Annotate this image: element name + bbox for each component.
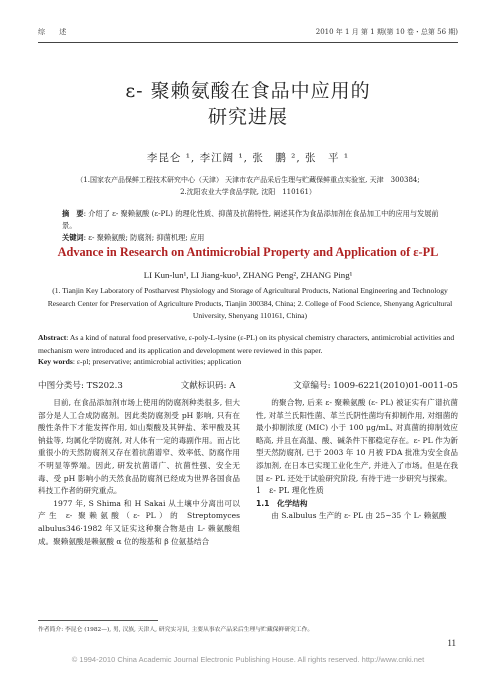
affiliation-english: (1. Tianjin Key Laboratory of Postharvest Physiology and Storage of Agricultural Products, National Engineering and Technology Research Center for Preservation of Agriculture Products, Tianjin 300384, China; 2. College of Food Science, Shenyang Agricultural University, Shenyang 110161, China) [47,286,453,320]
body-paragraph: 的聚合物, 后来 ε- 聚赖氨酸 (ε- PL) 被证实有广谱抗菌性, 对革兰氏阳性菌、革兰氏阴性菌均有抑制作用, 对细菌的最小抑制浓度 (MIC) 小于 100 μg/mL, 对真菌的抑制效应略高, 并且在高温、酸、碱条件下都稳定存在。ε- PL 作为新型天然防腐剂, 已于 2003 年 10 月被 FDA 批准为安全食品添加剂, 在日本已实现工业化生产, 并进入了市场。但是在我国 ε- PL 还处于试验研究阶段, 有待于进一步研究与探索。 [256,398,458,483]
authors-english: LI Kun-lun¹, LI Jiang-kuo¹, ZHANG Peng², ZHANG Ping¹ [143,270,353,280]
abstract-text-en: : As a kind of natural food preservative, ε-poly-L-lysine (ε-PL) on its physical chemistry characters, antimicrobial activities and mechanism were introduced and its application and development were reviewed in this paper. [38,333,455,355]
body-paragraph: 目前, 在食品添加剂市场上使用的防腐剂种类很多, 但大部分是人工合成防腐剂。因此类防腐剂受 pH 影响, 只有在酸性条件下才能发挥作用, 如山梨酸及其钾盐、苯甲酸及其钠盐等, 均属化学防腐剂, 对人体有一定的毒副作用。而占比重很小的天然防腐剂又存在着抗菌谱窄、效率低、防腐作用不明显等弊端。因此, 研发抗菌谱广、抗菌性强、安全无毒、受 pH 影响小的天然食品防腐剂已经成为世界各国食品科技工作者的研究重点。 [38,398,240,496]
abstract-label-en: Abstract [38,333,67,342]
keywords-label-zh: 关键词 [62,233,84,242]
abstract-english [38,332,458,357]
abstract-label-zh: 摘 要 [62,209,84,218]
keywords-text-en: : ε-pl; preservative; antimicrobial activities; application [72,357,242,366]
body-column-right [256,397,458,523]
abstract-text-zh: : 介绍了 ε- 聚赖氨酸 (ε-PL) 的理化性质、抑菌及抗菌特性, 阐述其作为食品添加剂在食品加工中的应用与发展前景。 [62,209,439,230]
title-english: Advance in Research on Antimicrobial Property and Application of ε-PL [57,245,439,259]
keywords-label-en: Key words [38,357,73,366]
clc-number: 中图分类号: TS202.3 [38,381,123,391]
affiliation-chinese: （1.国家农产品保鲜工程技术研究中心（天津） 天津市农产品采后生理与贮藏保鲜重点实验室, 天津 300384; 2.沈阳农业大学食品学院, 沈阳 110161） [76,176,420,196]
body-paragraph: 1977 年, S Shima 和 H Sakai 从土壤中分离出可以产生 ε- 聚赖氨酸（ε- PL）的 Streptomyces albulus346·1982 年又证实这种聚合物是由 L- 赖氨酸组成。聚赖氨酸是赖氨酸 α 位的羧基和 β 位氨基结合 [38,498,240,546]
page-number: 11 [447,638,456,648]
article-number: 文章编号: 1009-6221(2010)01-0011-05 [293,381,458,391]
document-code: 文献标识码: A [180,381,236,391]
abstract-chinese [62,208,440,244]
body-paragraph: 由 S.albulus 生产的 ε- PL 由 25~35 个 L- 赖氨酸 [271,511,447,521]
subsection-heading: 1.1 化学结构 [256,498,308,508]
header-rule [38,42,458,43]
keywords-text-zh: : ε- 聚赖氨酸; 防腐剂; 抑菌机理; 应用 [83,233,205,242]
classification-row [38,379,458,391]
author-footnote: 作者简介: 李昆仑 (1982—), 男, 汉族, 天津人, 研究实习员, 主要从事农产品采后生理与贮藏保鲜研究工作。 [38,627,314,633]
running-header-issue: 2010 年 1 月 第 1 期(第 10 卷・总第 56 期) [315,28,458,36]
keywords-english [38,357,458,366]
body-column-left [38,397,240,548]
running-header-section: 综 述 [38,28,73,36]
footnote-rule [38,620,158,621]
section-heading: 1 ε- PL 理化性质 [256,486,324,496]
title-chinese: ε- 聚赖氨酸在食品中应用的 研究进展 [125,80,371,128]
copyright-watermark: © 1994-2010 China Academic Journal Electronic Publishing House. All rights reserved. http://www.cnki.net [71,655,425,664]
authors-chinese: 李昆仑 ¹, 李江阔 ¹, 张 鹏 ², 张 平 ¹ [146,152,350,164]
